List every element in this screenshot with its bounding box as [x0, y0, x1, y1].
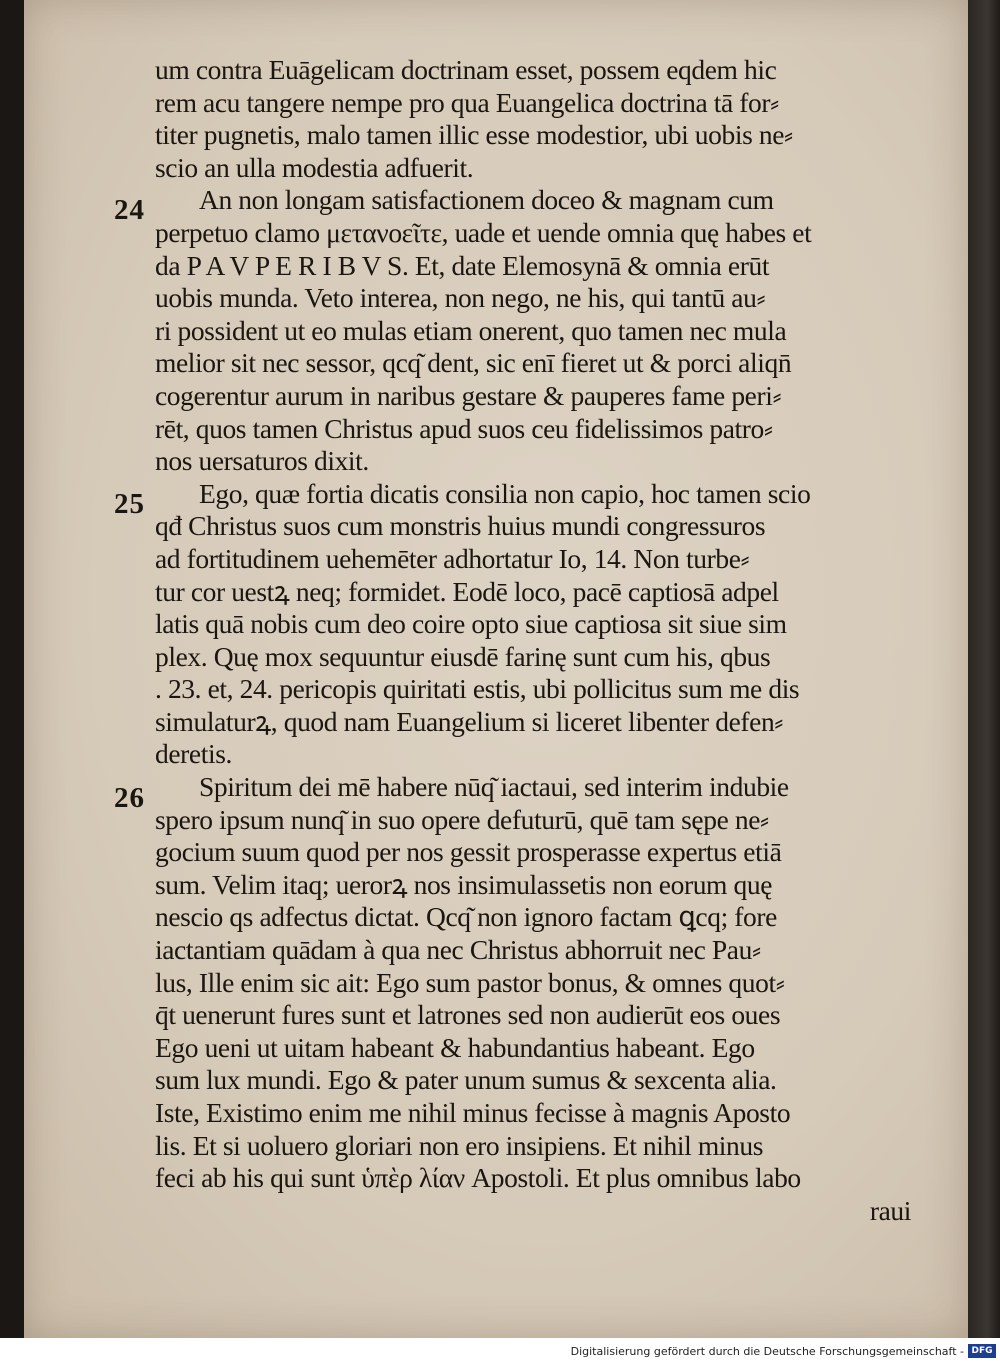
text-line: da P A V P E R I B V S. Et, date Elemosynā & omnia erūt [155, 249, 770, 281]
footer-credit: Digitalisierung gefördert durch die Deutsche Forschungsgemeinschaft - [570, 1345, 964, 1358]
text-line: simulaturꝝ, quod nam Euangelium si liceret libenter defen⸗ [155, 705, 784, 737]
text-line: . 23. et, 24. pericopis quiritati estis, ubi pollicitus sum me dis [155, 673, 800, 705]
text-line: sum. Velim itaq; uerorꝝ nos insimulassetis non eorum quę [155, 868, 773, 900]
page-text [155, 54, 921, 1227]
text-line: sum lux mundi. Ego & pater unum sumus & sexcenta alia. [155, 1064, 777, 1096]
text-line: nos uersaturos dixit. [155, 445, 369, 477]
text-line: titer pugnetis, malo tamen illic esse modestior, ubi uobis ne⸗ [155, 119, 793, 151]
text-line: Ego ueni ut uitam habeant & habundantius habeant. Ego [155, 1031, 755, 1063]
text-line: gocium suum quod per nos gessit prosperasse expertus etiā [155, 836, 782, 868]
text-line: Ego, quæ fortia dicatis consilia non capio, hoc tamen scio [199, 477, 811, 509]
text-line: Iste, Existimo enim me nihil minus fecisse à magnis Aposto [155, 1097, 791, 1128]
margin-number: 25 [114, 488, 145, 520]
text-line: deretis. [155, 738, 232, 770]
text-line: plex. Quę mox sequuntur eiusdē farinę sunt cum his, qbus [155, 640, 771, 672]
text-line: melior sit nec sessor, qcq͂ dent, sic enī fieret ut & porci aliqn̄ [155, 347, 792, 379]
margin-number: 24 [114, 194, 145, 226]
text-line: ri possident ut eo mulas etiam onerent, quo tamen nec mula [155, 314, 787, 346]
text-line: scio an ulla modestia adfuerit. [155, 151, 474, 183]
text-line: lus, Ille enim sic ait: Ego sum pastor bonus, & omnes quot⸗ [155, 966, 785, 998]
text-line: ad fortitudinem uehemēter adhortatur Io, 14. Non turbe⸗ [155, 542, 750, 574]
book-gutter [968, 0, 1000, 1338]
text-line: tur cor uestꝝ neq; formidet. Eodē loco, pacē captiosā adpel [155, 575, 779, 607]
text-line: An non longam satisfactionem doceo & magnam cum [199, 184, 774, 216]
text-line: uobis munda. Veto interea, non nego, ne his, qui tantū au⸗ [155, 282, 766, 314]
text-line: qđ Christus suos cum monstris huius mundi congressuros [155, 510, 766, 542]
text-line: cogerentur aurum in naribus gestare & pauperes fame peri⸗ [155, 379, 782, 411]
text-line: lis. Et si uoluero gloriari non ero insipiens. Et nihil minus [155, 1129, 764, 1161]
text-line: perpetuo clamo μετανοεῖτε, uade et uende omnia quę habes et [155, 216, 812, 248]
text-line: latis quā nobis cum deo coire opto siue captiosa sit siue sim [155, 608, 787, 640]
footer-bar [0, 1338, 1000, 1366]
dfg-logo: DFG [968, 1344, 996, 1358]
margin-number: 26 [114, 782, 145, 814]
text-line: rēt, quos tamen Christus apud suos ceu fidelissimos patro⸗ [155, 412, 773, 444]
text-line: nescio qs adfectus dictat. Qcq͂ non ignoro factam ꝗcq; fore [155, 901, 777, 933]
catchword: raui [869, 1194, 911, 1226]
text-line: spero ipsum nunq͂ in suo opere defuturū, quē tam sępe ne⸗ [155, 803, 769, 835]
text-line: um contra Euāgelicam doctrinam esset, possem eqdem hic [155, 54, 777, 85]
text-line: Spiritum dei mē habere nūq͂ iactaui, sed interim indubie [199, 771, 789, 803]
text-line: iactantiam quādam à qua nec Christus abhorruit nec Pau⸗ [155, 934, 761, 966]
text-line: feci ab his qui sunt ὑπὲρ λίαν Apostoli. Et plus omnibus labo [155, 1162, 801, 1194]
text-line: q̄t uenerunt fures sunt et latrones sed non audierūt eos oues [155, 999, 781, 1031]
text-line: rem acu tangere nempe pro qua Euangelica doctrina tā for⸗ [155, 86, 779, 118]
